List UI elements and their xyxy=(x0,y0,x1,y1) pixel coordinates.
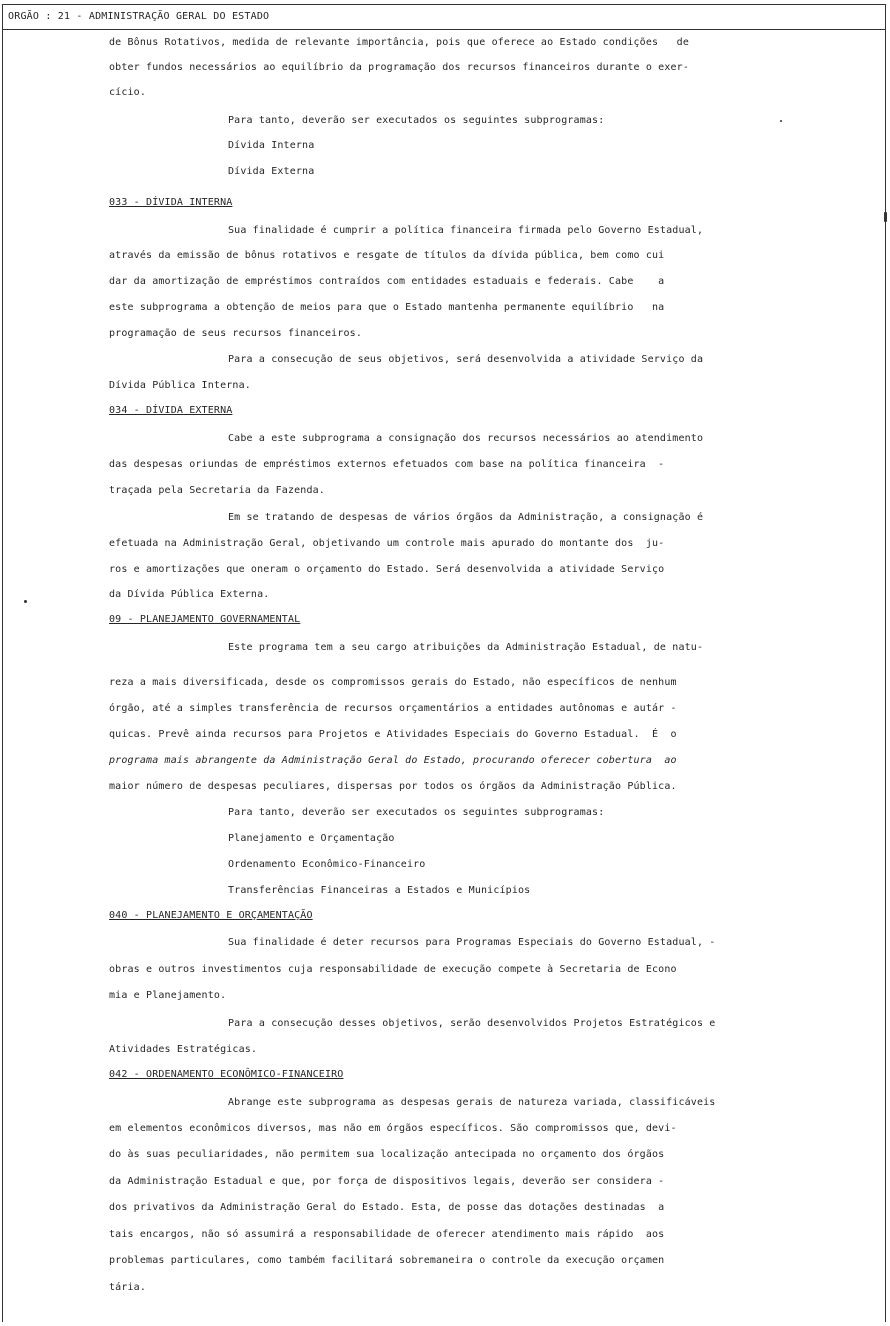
text-line: programa mais abrangente da Administração Geral do Estado, procurando oferecer cobertura ao xyxy=(109,755,677,766)
text-line: cício. xyxy=(109,87,147,98)
section-heading: 042 - ORDENAMENTO ECONÔMICO-FINANCEIRO xyxy=(109,1069,344,1080)
text-line: Dívida Externa xyxy=(228,166,315,177)
text-line: Sua finalidade é deter recursos para Programas Especiais do Governo Estadual, - xyxy=(228,937,716,948)
text-line: Dívida Pública Interna. xyxy=(109,380,251,391)
text-line: Dívida Interna xyxy=(228,140,315,151)
text-line: Para a consecução desses objetivos, serão desenvolvidos Projetos Estratégicos e xyxy=(228,1018,716,1029)
text-line: Planejamento e Orçamentação xyxy=(228,833,395,844)
text-line: Este programa tem a seu cargo atribuições da Administração Estadual, de natu- xyxy=(228,642,704,653)
text-line: obter fundos necessários ao equilíbrio da programação dos recursos financeiros durante o exer- xyxy=(109,62,690,73)
text-line: de Bônus Rotativos, medida de relevante importância, pois que oferece ao Estado condições de xyxy=(109,37,690,48)
text-line: Sua finalidade é cumprir a política financeira firmada pelo Governo Estadual, xyxy=(228,225,704,236)
text-line: ros e amortizações que oneram o orçamento do Estado. Será desenvolvida a atividade Serviço xyxy=(109,564,665,575)
stray-dot xyxy=(780,120,782,122)
text-line: este subprograma a obtenção de meios para que o Estado mantenha permanente equilíbrio na xyxy=(109,302,665,313)
stray-dot xyxy=(884,212,887,222)
text-line: Para a consecução de seus objetivos, será desenvolvida a atividade Serviço da xyxy=(228,354,704,365)
text-line: traçada pela Secretaria da Fazenda. xyxy=(109,485,325,496)
text-line: mia e Planejamento. xyxy=(109,990,227,1001)
text-line: problemas particulares, como também facilitará sobremaneira o controle da execução orçamen xyxy=(109,1255,665,1266)
section-heading: 09 - PLANEJAMENTO GOVERNAMENTAL xyxy=(109,614,301,625)
text-line: Para tanto, deverão ser executados os seguintes subprogramas: xyxy=(228,807,605,818)
text-line: Para tanto, deverão ser executados os seguintes subprogramas: xyxy=(228,115,605,126)
text-line: órgão, até a simples transferência de recursos orçamentários a entidades autônomas e autár - xyxy=(109,703,677,714)
text-line: obras e outros investimentos cuja responsabilidade de execução compete à Secretaria de Econo xyxy=(109,964,677,975)
header-title: ORGÃO : 21 - ADMINISTRAÇÃO GERAL DO ESTADO xyxy=(8,11,270,22)
section-heading: 040 - PLANEJAMENTO E ORÇAMENTAÇÃO xyxy=(109,910,313,921)
text-line: tais encargos, não só assumirá a responsabilidade de oferecer atendimento mais rápido aos xyxy=(109,1229,665,1240)
text-line: tária. xyxy=(109,1282,147,1293)
text-line: programação de seus recursos financeiros. xyxy=(109,328,362,339)
text-line: Atividades Estratégicas. xyxy=(109,1044,258,1055)
text-line: Abrange este subprograma as despesas gerais de natureza variada, classificáveis xyxy=(228,1097,716,1108)
text-line: Transferências Financeiras a Estados e Municípios xyxy=(228,885,531,896)
text-line: das despesas oriundas de empréstimos externos efetuados com base na política financeira - xyxy=(109,459,665,470)
text-line: Ordenamento Econômico-Financeiro xyxy=(228,859,426,870)
stray-dot xyxy=(24,600,27,603)
document-header xyxy=(2,4,886,30)
text-line: dar da amortização de empréstimos contraídos com entidades estaduais e federais. Cabe a xyxy=(109,276,665,287)
text-line: quicas. Prevê ainda recursos para Projetos e Atividades Especiais do Governo Estadual. É o xyxy=(109,729,677,740)
text-line: do às suas peculiaridades, não permitem sua localização antecipada no orçamento dos órgãos xyxy=(109,1149,665,1160)
text-line: maior número de despesas peculiares, dispersas por todos os órgãos da Administração Pública. xyxy=(109,781,677,792)
section-heading: 034 - DÍVIDA EXTERNA xyxy=(109,405,233,416)
text-line: Cabe a este subprograma a consignação dos recursos necessários ao atendimento xyxy=(228,433,704,444)
text-line: efetuada na Administração Geral, objetivando um controle mais apurado do montante dos ju- xyxy=(109,538,665,549)
text-line: através da emissão de bônus rotativos e resgate de títulos da dívida pública, bem como cui xyxy=(109,250,665,261)
text-line: da Dívida Pública Externa. xyxy=(109,589,270,600)
section-heading: 033 - DÍVIDA INTERNA xyxy=(109,197,233,208)
text-line: reza a mais diversificada, desde os compromissos gerais do Estado, não específicos de nenhum xyxy=(109,677,677,688)
text-line: Em se tratando de despesas de vários órgãos da Administração, a consignação é xyxy=(228,512,704,523)
text-line: em elementos econômicos diversos, mas não em órgãos específicos. São compromissos que, devi- xyxy=(109,1123,677,1134)
text-line: dos privativos da Administração Geral do Estado. Esta, de posse das dotações destinadas a xyxy=(109,1202,665,1213)
text-line: da Administração Estadual e que, por força de dispositivos legais, deverão ser considera - xyxy=(109,1176,665,1187)
